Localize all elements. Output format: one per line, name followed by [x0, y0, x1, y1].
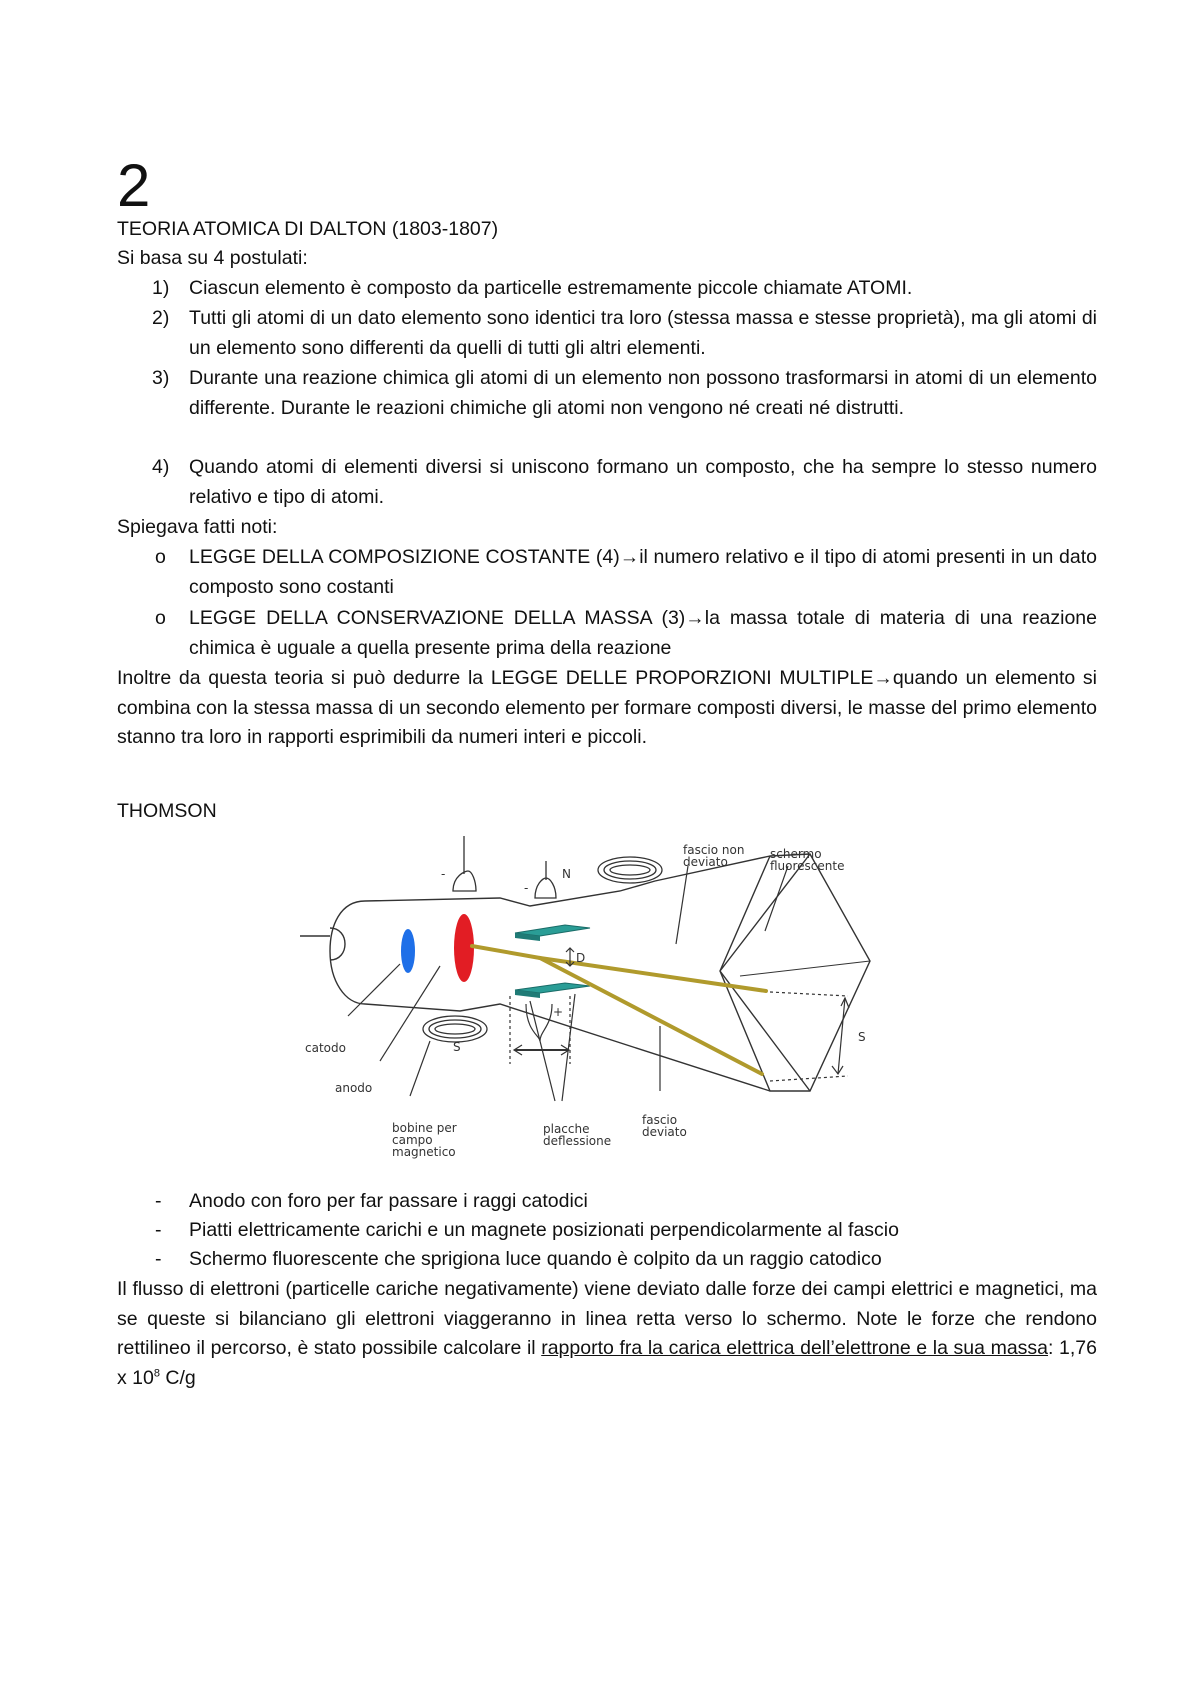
- thomson-paragraph: [117, 1275, 1097, 1393]
- label-placche-1: placche: [543, 1122, 590, 1136]
- postulate-text: Quando atomi di elementi diversi si uniscono formano un composto, che ha sempre lo stesso numero relativo e tipo di atomi.: [189, 456, 1097, 508]
- bullet-circle: o: [155, 607, 166, 629]
- label-plus: +: [553, 1005, 564, 1019]
- label-fascio-deviato-2: deviato: [642, 1125, 687, 1139]
- ratio-exponent: 8: [153, 1367, 160, 1379]
- postulate-text: Tutti gli atomi di un dato elemento sono identici tra loro (stessa massa e stesse proprietà), ma gli atomi di un elemento sono differenti da quelli di tutti gli altri elementi.: [189, 307, 1097, 359]
- postulate-text: Ciascun elemento è composto da particelle estremamente piccole chiamate ATOMI.: [189, 277, 913, 299]
- label-magnet-s: S: [453, 1040, 461, 1054]
- postulate-2: [117, 304, 1097, 363]
- thomson-title: THOMSON: [117, 800, 217, 822]
- thomson-cathode-ray-tube-diagram: [300, 836, 920, 1176]
- label-minus-plate: -: [524, 881, 529, 895]
- label-screen-s: S: [858, 1030, 866, 1044]
- law-text: LEGGE DELLA CONSERVAZIONE DELLA MASSA (3)→la massa totale di materia di una reazione chimica è uguale a quella presente prima della reazione: [189, 607, 1097, 659]
- label-minus-anode: -: [441, 867, 446, 881]
- bullet-dash: -: [155, 1219, 162, 1241]
- postulate-4: [117, 453, 1097, 512]
- feature-schermo: [117, 1245, 1097, 1275]
- postulate-text: Durante una reazione chimica gli atomi di un elemento non possono trasformarsi in atomi di un elemento differente. Durante le reazioni chimiche gli atomi non vengono né creati né distrutti.: [189, 367, 1097, 419]
- postulate-number: 1): [152, 277, 170, 299]
- multiple-proportions-paragraph: Inoltre da questa teoria si può dedurre la LEGGE DELLE PROPORZIONI MULTIPLE→quando un elemento si combina con la stessa massa di un secondo elemento per formare composti diversi, le masse del primo elemento stanno tra loro in rapporti esprimibili da numeri interi e piccoli.: [117, 667, 1097, 748]
- ratio-value: : 1,76 x 10: [117, 1337, 1097, 1389]
- label-anodo: anodo: [335, 1081, 373, 1095]
- dalton-intro: Si basa su 4 postulati:: [117, 247, 308, 269]
- feature-text: Schermo fluorescente che sprigiona luce quando è colpito da un raggio catodico: [189, 1248, 882, 1270]
- label-fascio-deviato-1: fascio: [642, 1113, 678, 1127]
- tube-outline: [300, 854, 870, 1091]
- law-mass-conservation: [117, 604, 1097, 663]
- label-catodo: catodo: [305, 1041, 346, 1055]
- postulate-number: 2): [152, 307, 170, 329]
- explained-intro: Spiegava fatti noti:: [117, 516, 278, 538]
- charge-mass-ratio-underlined: rapporto fra la carica elettrica dell’elettrone e la sua massa: [541, 1337, 1049, 1359]
- label-placche-2: deflessione: [543, 1134, 612, 1148]
- bullet-dash: -: [155, 1190, 162, 1212]
- cathode-disk: [401, 929, 415, 973]
- postulate-3: [117, 364, 1097, 453]
- label-deflection-d: D: [576, 951, 586, 965]
- dalton-title: TEORIA ATOMICA DI DALTON (1803-1807): [117, 218, 499, 240]
- label-schermo-1: schermo: [770, 847, 822, 861]
- feature-anodo: [117, 1187, 1097, 1217]
- page-number: 2: [117, 152, 151, 219]
- bullet-dash: -: [155, 1248, 162, 1270]
- thomson-paragraph-main: Il flusso di elettroni (particelle cariche negativamente) viene deviato dalle forze dei campi elettrici e magnetici, ma se queste si bilanciano gli elettroni viaggeranno in linea retta verso lo schermo. Note le forze che rendono rettilineo il percorso, è stato possibile calcolare il: [117, 1278, 1097, 1359]
- bullet-circle: o: [155, 546, 166, 568]
- anode-disk: [454, 914, 474, 982]
- postulate-number: 4): [152, 456, 170, 478]
- feature-text: Piatti elettricamente carichi e un magnete posizionati perpendicolarmente al fascio: [189, 1219, 899, 1241]
- label-fascio-non-deviato-2: deviato: [683, 855, 728, 869]
- postulate-1: [117, 274, 1097, 304]
- label-magnet-n: N: [562, 867, 571, 881]
- feature-piatti: [117, 1216, 1097, 1246]
- label-bobine-3: magnetico: [392, 1145, 456, 1159]
- law-constant-composition: [117, 543, 1097, 602]
- label-bobine-2: campo: [392, 1133, 433, 1147]
- label-schermo-2: fluorescente: [770, 859, 845, 873]
- postulate-number: 3): [152, 367, 170, 389]
- feature-text: Anodo con foro per far passare i raggi catodici: [189, 1190, 588, 1212]
- law-text: LEGGE DELLA COMPOSIZIONE COSTANTE (4)→il numero relativo e il tipo di atomi presenti in un dato composto sono costanti: [189, 546, 1097, 598]
- label-bobine-1: bobine per: [392, 1121, 457, 1135]
- label-fascio-non-deviato-1: fascio non: [683, 843, 745, 857]
- ratio-unit: C/g: [159, 1366, 196, 1389]
